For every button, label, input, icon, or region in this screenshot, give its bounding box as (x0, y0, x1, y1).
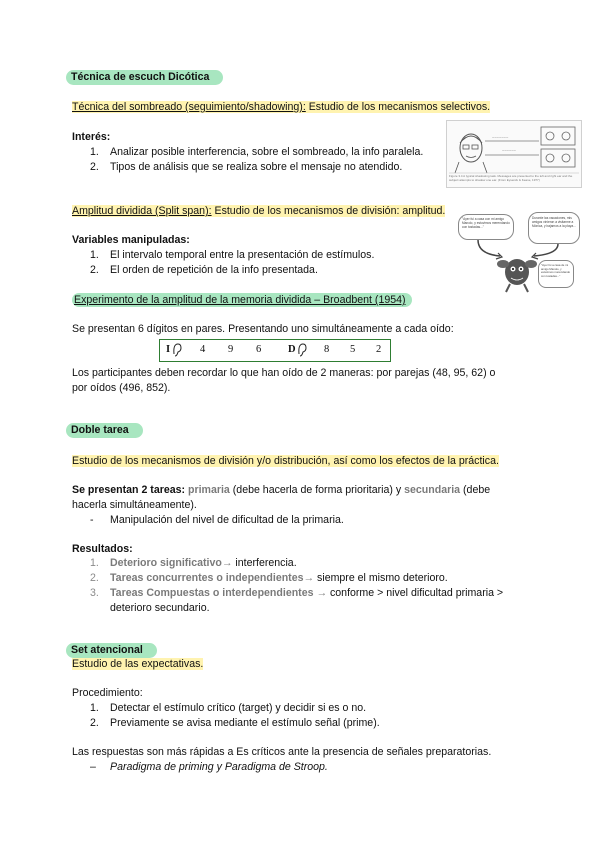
set-conclusion: Las respuestas son más rápidas a Es críticos ante la presencia de señales preparatorias. (72, 746, 492, 758)
doble-desc: Estudio de los mecanismos de división y/o distribución, así como los efectos de la práctica. (72, 455, 499, 467)
variables-item-1: 1. El intervalo temporal entre la presentación de estímulos. (90, 249, 375, 261)
ear-icon (172, 342, 182, 358)
digit-right-2: 5 (350, 344, 356, 355)
result-item-2: 2. Tareas concurrentes o independientes→ siempre el mismo deterioro. (90, 572, 448, 584)
result-item-3-line2: deterioro secundario. (110, 602, 210, 614)
experiment-title: Experimento de la amplitud de la memoria dividida – Broadbent (1954) (72, 294, 412, 306)
experiment-intro: Se presentan 6 dígitos en pares. Presentando uno simultáneamente a cada oído: (72, 323, 454, 335)
procedure-item-2: 2. Previamente se avisa mediante el estímulo señal (prime). (90, 717, 380, 729)
digit-right-3: 2 (376, 344, 382, 355)
left-ear-label: I (166, 344, 171, 355)
digits-box (159, 339, 391, 362)
interes-label: Interés: (72, 131, 111, 143)
doble-tasks-line1: Se presentan 2 tareas: primaria (debe hacerla de forma prioritaria) y secundaria (debe (72, 484, 491, 496)
interes-item-1: 1. Analizar posible interferencia, sobre el sombreado, la info paralela. (90, 146, 424, 158)
interes-item-2: 2. Tipos de análisis que se realiza sobre el mensaje no atendido. (90, 161, 403, 173)
result-item-1: 1. Deterioro significativo→ interferencia. (90, 557, 297, 569)
section-header-dicotica: Técnica de escuch Dicótica (66, 70, 223, 85)
speech-bubble-right: Durante las vacaciones, mis amigos vinieron a visitarme a Mónica, y bajamos a la playa... (528, 212, 580, 244)
shadowing-figure (446, 120, 582, 188)
results-label: Resultados: (72, 543, 133, 555)
right-ear-label: D (288, 344, 296, 355)
experiment-result-line1: Los participantes deben recordar lo que han oído de 2 maneras: por parejas (48, 95, 62) o (72, 367, 496, 379)
paradigm-item: – Paradigma de priming y Paradigma de Stroop. (90, 761, 328, 773)
split-term: Amplitud dividida (Split span): (72, 205, 212, 217)
monster-icon (458, 212, 580, 294)
svg-text:~~~~~~: ~~~~~~ (502, 148, 517, 153)
experiment-result-line2: por oídos (496, 852). (72, 382, 171, 394)
section-header-doble-tarea: Doble tarea (66, 423, 143, 438)
shadowing-desc: Estudio de los mecanismos selectivos. (305, 101, 491, 113)
shadowing-figure-caption: Figure 3.4 A typical shadowing task. Messages are presented to the left and right ear and the subject attempts to shadow one ear. (From Eysenck & Keane, 1977) (449, 174, 573, 182)
digit-left-2: 9 (228, 344, 234, 355)
variables-label: Variables manipuladas: (72, 234, 190, 246)
svg-text:~~~~~~~: ~~~~~~~ (492, 135, 509, 140)
shadowing-term: Técnica del sombreado (seguimiento/shadowing): (72, 101, 306, 113)
digit-left-1: 4 (200, 344, 206, 355)
digit-right-1: 8 (324, 344, 330, 355)
digit-left-3: 6 (256, 344, 262, 355)
ear-icon (297, 342, 307, 358)
speech-bubble-small: "Ayer fui a casa de mi amigo Manolo, y estuvimos merendando con tostadas..." (538, 260, 574, 288)
shadowing-line (72, 101, 490, 113)
doble-dash-item: - Manipulación del nivel de dificultad de la primaria. (90, 514, 344, 526)
procedure-item-1: 1. Detectar el estímulo crítico (target) y decidir si es o no. (90, 702, 367, 714)
doble-tasks-line2: hacerla simultáneamente). (72, 499, 197, 511)
split-line (72, 205, 445, 217)
split-span-figure (458, 212, 580, 294)
speech-bubble-left: "Ayer fui a casa con mi amigo Manolo, y estuvimos merendando con tostadas..." (458, 214, 514, 240)
result-item-3: 3. Tareas Compuestas o interdependientes → conforme > nivel dificultad primaria > (90, 587, 504, 599)
procedure-label: Procedimiento: (72, 687, 143, 699)
set-desc: Estudio de las expectativas. (72, 658, 204, 670)
section-header-set-atencional: Set atencional (66, 643, 157, 658)
split-desc: Estudio de los mecanismos de división: amplitud. (211, 205, 446, 217)
variables-item-2: 2. El orden de repetición de la info presentada. (90, 264, 318, 276)
